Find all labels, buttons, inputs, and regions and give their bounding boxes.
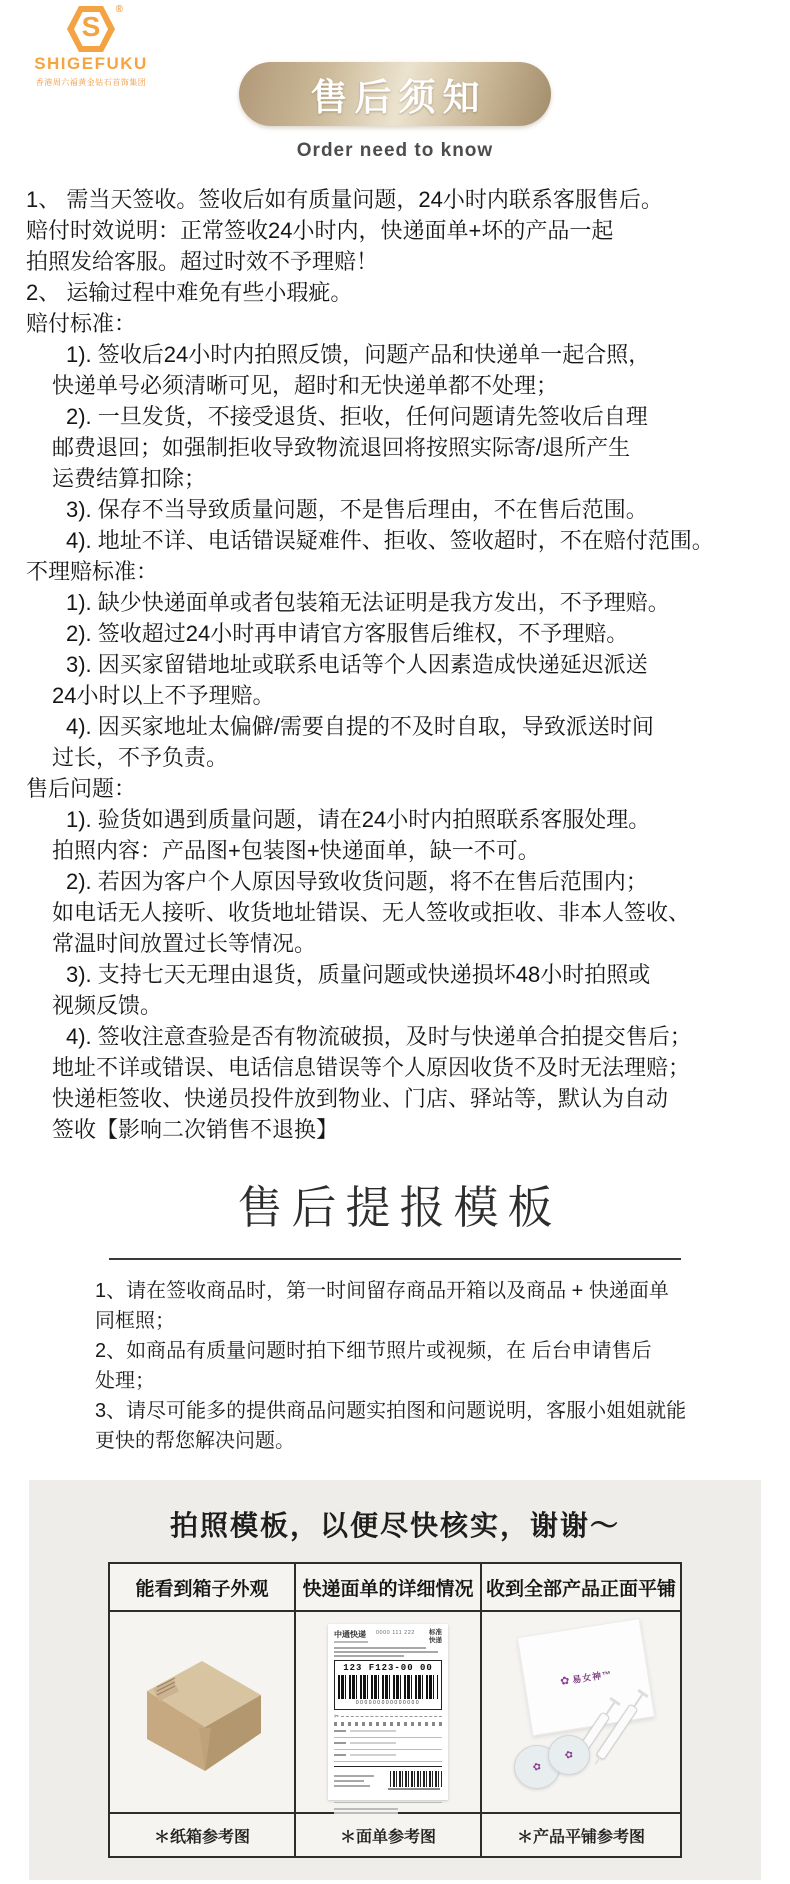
banner-title: 售后须知 xyxy=(310,77,487,118)
brand-mark-letter: S xyxy=(81,11,101,42)
notice-line: 2、 运输过程中难免有些小瑕疵。 xyxy=(26,280,353,305)
round-jar: ✿ xyxy=(548,1735,590,1775)
notice-line: 过长，不予负责。 xyxy=(52,745,229,770)
notice-line: 4). 签收注意查验是否有物流破损，及时与快递单合拍提交售后； xyxy=(66,1024,692,1049)
table-header-row xyxy=(109,1563,681,1611)
notice-line: 1). 验货如遇到质量问题，请在24小时内拍照联系客服处理。 xyxy=(66,807,651,832)
table-image-row xyxy=(109,1611,681,1813)
notice-line: 赔付时效说明：正常签收24小时内，快递面单+坏的产品一起 xyxy=(26,218,614,243)
express-waybill-photo xyxy=(328,1624,448,1800)
waybill-service-type: 标准快递 xyxy=(429,1629,442,1645)
notice-line: 2). 若因为客户个人原因导致收货问题，将不在售后范围内； xyxy=(66,869,648,894)
template-instruction-line: 1、请在签收商品时，第一时间留存商品开箱以及商品 + 快递面单 xyxy=(95,1280,669,1302)
notice-line: 快递单号必须清晰可见，超时和无快递单都不处理； xyxy=(52,373,559,398)
notice-line: 视频反馈。 xyxy=(52,993,163,1018)
photo-template-panel xyxy=(29,1480,761,1880)
notice-line: 邮费退回；如强制拒收导致物流退回将按照实际寄/退所产生 xyxy=(52,435,631,460)
notice-line: 快递柜签收、快递员投件放到物业、门店、驿站等，默认为自动 xyxy=(52,1086,669,1111)
waybill-cell xyxy=(295,1611,481,1813)
template-instruction-line: 同框照； xyxy=(95,1310,175,1332)
title-underline xyxy=(109,1258,681,1260)
photo-panel-title: 拍照模板，以便尽快核实，谢谢～ xyxy=(169,1510,620,1541)
caption-waybill: ＊面单参考图 xyxy=(295,1813,481,1857)
waybill-secondary-barcode xyxy=(390,1771,442,1787)
photo-reference-table xyxy=(108,1562,682,1858)
waybill-barcode xyxy=(338,1675,438,1699)
notice-line: 1). 缺少快递面单或者包装箱无法证明是我方发出，不予理赔。 xyxy=(66,590,670,615)
scissors-icon: ✂ xyxy=(334,1714,340,1720)
notice-line: 3). 保存不当导致质量问题，不是售后理由，不在售后范围。 xyxy=(66,497,648,522)
notice-line: 拍照发给客服。超过时效不予理赔！ xyxy=(26,249,379,274)
cardboard-box-cell xyxy=(109,1611,295,1813)
column-header-box: 能看到箱子外观 xyxy=(109,1563,295,1611)
template-instruction-line: 处理； xyxy=(95,1370,155,1392)
brand-logo xyxy=(26,6,156,88)
notice-line: 售后问题： xyxy=(26,776,137,801)
notice-line: 2). 签收超过24小时再申请官方客服售后维权，不予理赔。 xyxy=(66,621,629,646)
product-box xyxy=(517,1618,655,1736)
caption-flatlay: ＊产品平铺参考图 xyxy=(481,1813,681,1857)
notice-line: 拍照内容：产品图+包装图+快递面单，缺一不可。 xyxy=(52,838,540,863)
waybill-sort-code: 123 F123-00 00 xyxy=(343,1663,433,1673)
notice-line: 2). 一旦发货，不接受退货、拒收，任何问题请先签收后自理 xyxy=(66,404,648,429)
waybill-barcode-digits: 000000000000000 xyxy=(355,1700,421,1706)
brand-tagline: 香港周六福黄金钻石首饰集团 xyxy=(35,78,147,87)
column-header-waybill: 快递面单的详细情况 xyxy=(295,1563,481,1611)
notice-line: 4). 地址不详、电话错误疑难件、拒收、签收超时，不在赔付范围。 xyxy=(66,528,714,553)
waybill-courier-name: 中通快递 xyxy=(334,1630,366,1639)
table-caption-row xyxy=(109,1813,681,1857)
notice-line: 运费结算扣除； xyxy=(52,466,207,491)
notice-line: 3). 支持七天无理由退货，质量问题或快递损坏48小时拍照或 xyxy=(66,962,651,987)
registered-trademark-icon: ® xyxy=(115,4,123,15)
template-instruction-line: 3、请尽可能多的提供商品问题实拍图和问题说明，客服小姐姐就能 xyxy=(95,1400,687,1422)
after-sales-banner xyxy=(239,62,551,126)
notice-line: 3). 因买家留错地址或联系电话等个人因素造成快递延迟派送 xyxy=(66,652,648,677)
banner-subtitle: Order need to know xyxy=(296,140,494,161)
brand-hexagon-s-icon xyxy=(63,4,123,52)
brand-name: SHIGEFUKU xyxy=(34,54,148,73)
notice-line: 签收【影响二次销售不退换】 xyxy=(52,1117,339,1142)
notice-line: 不理赔标准： xyxy=(26,559,159,584)
notice-line: 24小时以上不予理赔。 xyxy=(52,683,275,708)
waybill-hotline: 0000 111 222 xyxy=(376,1630,415,1636)
cardboard-box-photo xyxy=(127,1647,277,1777)
notice-line: 如电话无人接听、收货地址错误、无人签收或拒收、非本人签收、 xyxy=(52,900,691,925)
template-instruction-line: 更快的帮您解决问题。 xyxy=(95,1430,295,1452)
notice-line: 1). 签收后24小时内拍照反馈，问题产品和快递单一起合照， xyxy=(66,342,651,367)
notice-line: 常温时间放置过长等情况。 xyxy=(52,931,317,956)
flatlay-cell xyxy=(481,1611,681,1813)
notice-line: 赔付标准： xyxy=(26,311,137,336)
product-brand-logo: ✿易女神™ xyxy=(559,1668,613,1688)
notice-text-block xyxy=(0,184,790,1145)
template-instruction-list xyxy=(95,1276,715,1456)
column-header-flatlay: 收到全部产品正面平铺 xyxy=(481,1563,681,1611)
notice-line: 地址不详或错误、电话信息错误等个人原因收货不及时无法理赔； xyxy=(52,1055,691,1080)
products-flat-lay-photo xyxy=(496,1617,666,1807)
notice-line: 1、 需当天签收。签收后如有质量问题，24小时内联系客服售后。 xyxy=(26,187,663,212)
brand-flower-icon: ✿ xyxy=(559,1674,572,1688)
template-section-title: 售后提报模板 xyxy=(237,1182,562,1233)
template-instruction-line: 2、如商品有质量问题时拍下细节照片或视频，在 后台申请售后 xyxy=(95,1340,652,1362)
caption-box: ＊纸箱参考图 xyxy=(109,1813,295,1857)
round-jar: ✿ xyxy=(514,1745,560,1789)
notice-line: 4). 因买家地址太偏僻/需要自提的不及时自取，导致派送时间 xyxy=(66,714,654,739)
